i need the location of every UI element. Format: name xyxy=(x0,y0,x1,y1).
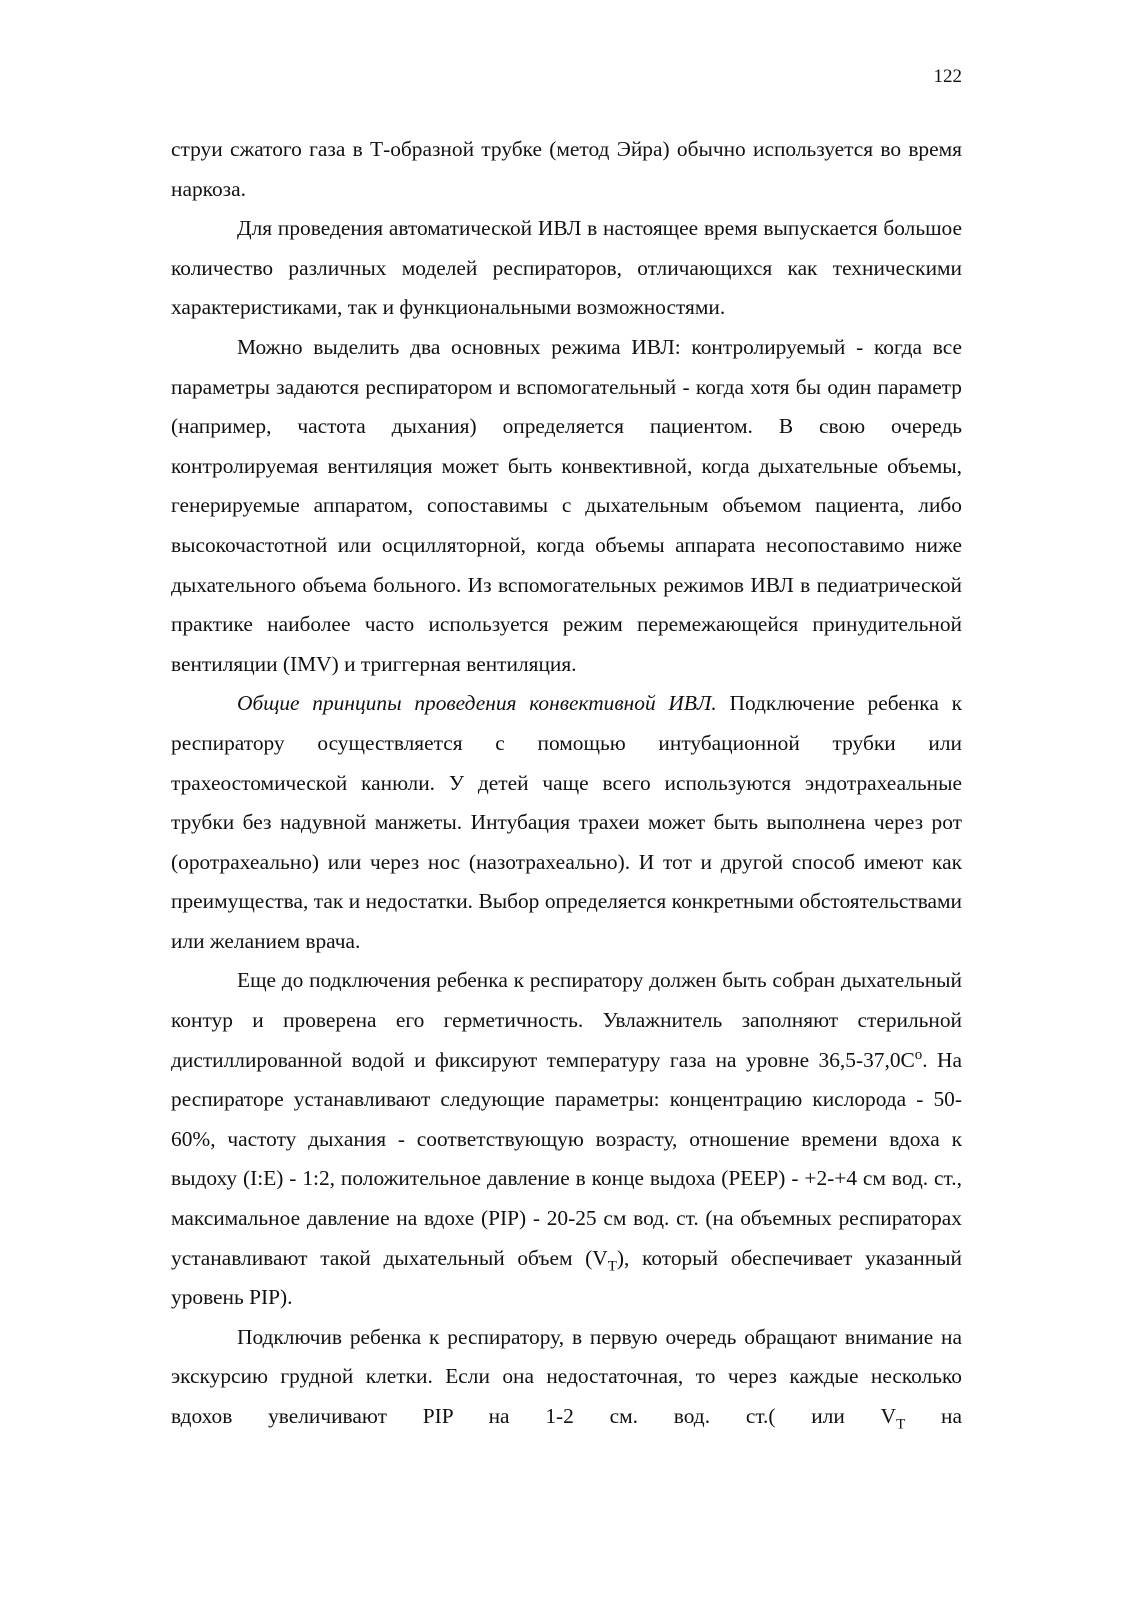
paragraph-4-italic-heading: Общие принципы проведения конвективной ИВЛ. xyxy=(237,691,717,716)
paragraph-1: струи сжатого газа в Т-образной трубке (метод Эйра) обычно используется во время наркоза. xyxy=(171,137,962,201)
paragraph-4-text: Подключение ребенка к респиратору осуществляется с помощью интубационной трубки или трахеостомической канюли. У детей чаще всего используются эндотрахеальные трубки без надувной манжеты. Интубация трахеи может быть выполнена через рот (оротрахеально) или через нос (назотрахеально). И тот и другой способ имеют как преимущества, так и недостатки. Выбор определяется конкретными обстоятельствами или желанием врача. xyxy=(171,691,962,953)
paragraph-5 xyxy=(171,961,962,1317)
paragraph-2: Для проведения автоматической ИВЛ в настоящее время выпускается большое количество различных моделей респираторов, отличающихся как техническими характеристиками, так и функциональными возможностями. xyxy=(171,216,962,320)
paragraph-4 xyxy=(171,684,962,961)
page-number: 122 xyxy=(933,66,962,87)
vt-subscript: T xyxy=(607,1257,617,1274)
paragraph-3: Можно выделить два основных режима ИВЛ: контролируемый - когда все параметры задаются респиратором и вспомогательный - когда хотя бы один параметр (например, частота дыхания) определяется пациентом. В свою очередь контролируемая вентиляция может быть конвективной, когда дыхательные объемы, генерируемые аппаратом, сопоставимы с дыхательным объемом пациента, либо высокочастотной или осцилляторной, когда объемы аппарата несопоставимо ниже дыхательного объема больного. Из вспомогательных режимов ИВЛ в педиатрической практике наиболее часто используется режим перемежающейся принудительной вентиляции (IMV) и триггерная вентиляция. xyxy=(171,334,962,676)
paragraph-6 xyxy=(171,1318,962,1437)
degree-superscript: о xyxy=(914,1046,923,1063)
paragraph-6-text-a: Подключив ребенка к респиратору, в первую очередь обращают внимание на экскурсию грудной клетки. Если она недостаточная, то через каждые несколько вдохов увеличивают PIP на 1-2 см. вод. ст.( или V xyxy=(171,1324,962,1428)
paragraph-5-text-c: ), который обеспечивает указанный уровень PIP). xyxy=(171,1245,962,1310)
vt-subscript-2: T xyxy=(896,1416,906,1433)
paragraph-6-text-b: на xyxy=(905,1404,962,1428)
paragraph-5-text-a: Еще до подключения ребенка к респиратору должен быть собран дыхательный контур и проверена его герметичность. Увлажнитель заполняют стерильной дистиллированной водой и фиксируют температуру газа на уровне 36,5-37,0С xyxy=(171,968,962,1072)
paragraph-5-text-b: . На респираторе устанавливают следующие параметры: концентрацию кислорода - 50-60%, частоту дыхания - соответствующую возрасту, отношение времени вдоха к выдоху (I:E) - 1:2, положительное давление в конце выдоха (PEEP) - +2-+4 см вод. ст., максимальное давление на вдохе (PIP) - 20-25 см вод. ст. (на объемных респираторах устанавливают такой дыхательный объем (V xyxy=(171,1047,962,1270)
document-body xyxy=(171,130,962,1437)
